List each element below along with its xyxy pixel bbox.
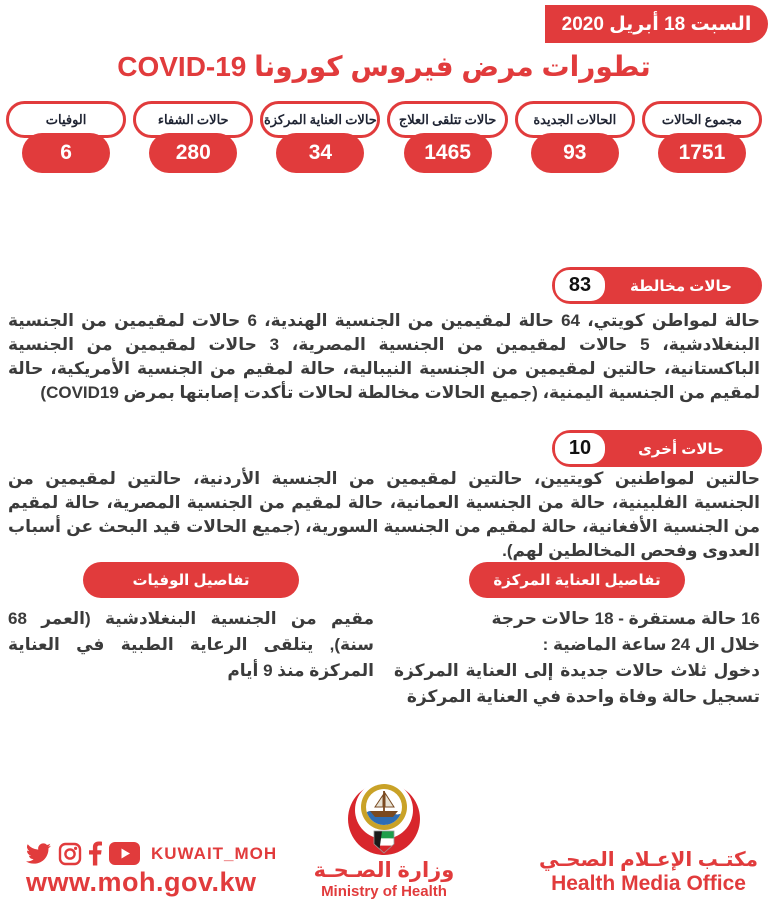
death-details (8, 562, 374, 710)
stat-deaths-label: الوفيات (6, 101, 126, 138)
stat-total-cases-label: مجموع الحالات (642, 101, 762, 138)
stat-icu-cases (260, 101, 380, 173)
stat-deaths-value: 6 (22, 133, 110, 173)
stat-under-treatment-value: 1465 (404, 133, 492, 173)
instagram-icon (58, 842, 82, 866)
social-icons-row (26, 841, 277, 866)
stat-new-cases-label: الحالات الجديدة (515, 101, 635, 138)
office-name-english: Health Media Office (551, 872, 746, 895)
details-row (8, 562, 760, 710)
ministry-name-arabic: وزارة الصـحـة (313, 859, 455, 882)
office-name-arabic: مكتـب الإعـلام الصحـي (539, 849, 758, 871)
stat-total-cases (642, 101, 762, 173)
other-cases-paragraph: حالتين لمواطنين كويتيين، حالتين لمقيمين من الجنسية الأردنية، حالتين لمقيمين من الجنسية الفلبينية، حالة من الجنسية العمانية، حالة لمقيم من الجنسية المصرية، حالة لمقيم من الجنسية الأفغانية، حالة لمقيم من الجنسية السورية، (جميع الحالات قيد البحث عن أسباب العدوى وفحص المخالطين لهم). (8, 469, 760, 560)
health-media-office-block (539, 847, 758, 896)
page-title: تطورات مرض فيروس كورونا COVID-19 (117, 51, 651, 82)
ministry-logo-block (289, 773, 479, 900)
stat-recovered-cases-value: 280 (149, 133, 237, 173)
stat-under-treatment-label: حالات تتلقى العلاج (387, 101, 507, 138)
icu-details (394, 562, 760, 710)
date-badge: السبت 18 أبريل 2020 (545, 5, 768, 43)
section-contact-cases-header (552, 267, 762, 304)
section-contact-cases-label: حالات مخالطة (630, 277, 732, 295)
footer-social-block (26, 841, 277, 898)
stat-recovered-cases-label: حالات الشفاء (133, 101, 253, 138)
stat-recovered-cases (133, 101, 253, 173)
contact-cases-paragraph: حالة لمواطن كويتي، 64 حالة لمقيمين من الجنسية الهندية، 6 حالات لمقيمين من الجنسية البنغلادشية، 5 حالات لمقيمين من الجنسية المصرية، 3 حالات لمقيمين من الجنسية الباكستانية، حالتين لمقيمين من الجنسية النيبالية، حالة لمقيم من الجنسية الأمريكية، حالة لمقيم من الجنسية اليمنية، (جميع الحالات مخالطة لحالات تأكدت إصابتها بمرض COVID19) (8, 311, 760, 402)
icu-details-body: دخول ثلاث حالات جديدة إلى العناية المركزة تسجيل حالة وفاة واحدة في العناية المركزة (394, 661, 760, 706)
website-url: www.moh.gov.kw (26, 867, 257, 897)
icu-details-header: تفاصيل العناية المركزة (469, 562, 685, 598)
icu-details-line2: خلال ال 24 ساعة الماضية : (542, 635, 760, 654)
stat-deaths (6, 101, 126, 173)
ministry-name-english: Ministry of Health (321, 883, 447, 900)
youtube-icon (109, 842, 140, 865)
stat-total-cases-value: 1751 (658, 133, 746, 173)
stat-icu-cases-value: 34 (276, 133, 364, 173)
stats-row (6, 101, 762, 173)
twitter-icon (26, 841, 51, 866)
stat-new-cases (515, 101, 635, 173)
social-handle: KUWAIT_MOH (151, 843, 278, 863)
section-contact-cases-count: 83 (555, 270, 605, 301)
icu-details-line1: 16 حالة مستقرة - 18 حالات حرجة (491, 609, 760, 628)
section-other-cases-label: حالات أخرى (638, 440, 724, 458)
death-details-header: تفاصيل الوفيات (83, 562, 299, 598)
section-other-cases-count: 10 (555, 433, 605, 464)
stat-new-cases-value: 93 (531, 133, 619, 173)
stat-icu-cases-label: حالات العناية المركزة (260, 101, 380, 138)
section-other-cases-header (552, 430, 762, 467)
stat-under-treatment (387, 101, 507, 173)
facebook-icon (89, 841, 102, 866)
death-details-body: مقيم من الجنسية البنغلادشية (العمر 68 سنة), يتلقى الرعاية الطبية في العناية المركزة منذ 9 أيام (8, 609, 374, 680)
